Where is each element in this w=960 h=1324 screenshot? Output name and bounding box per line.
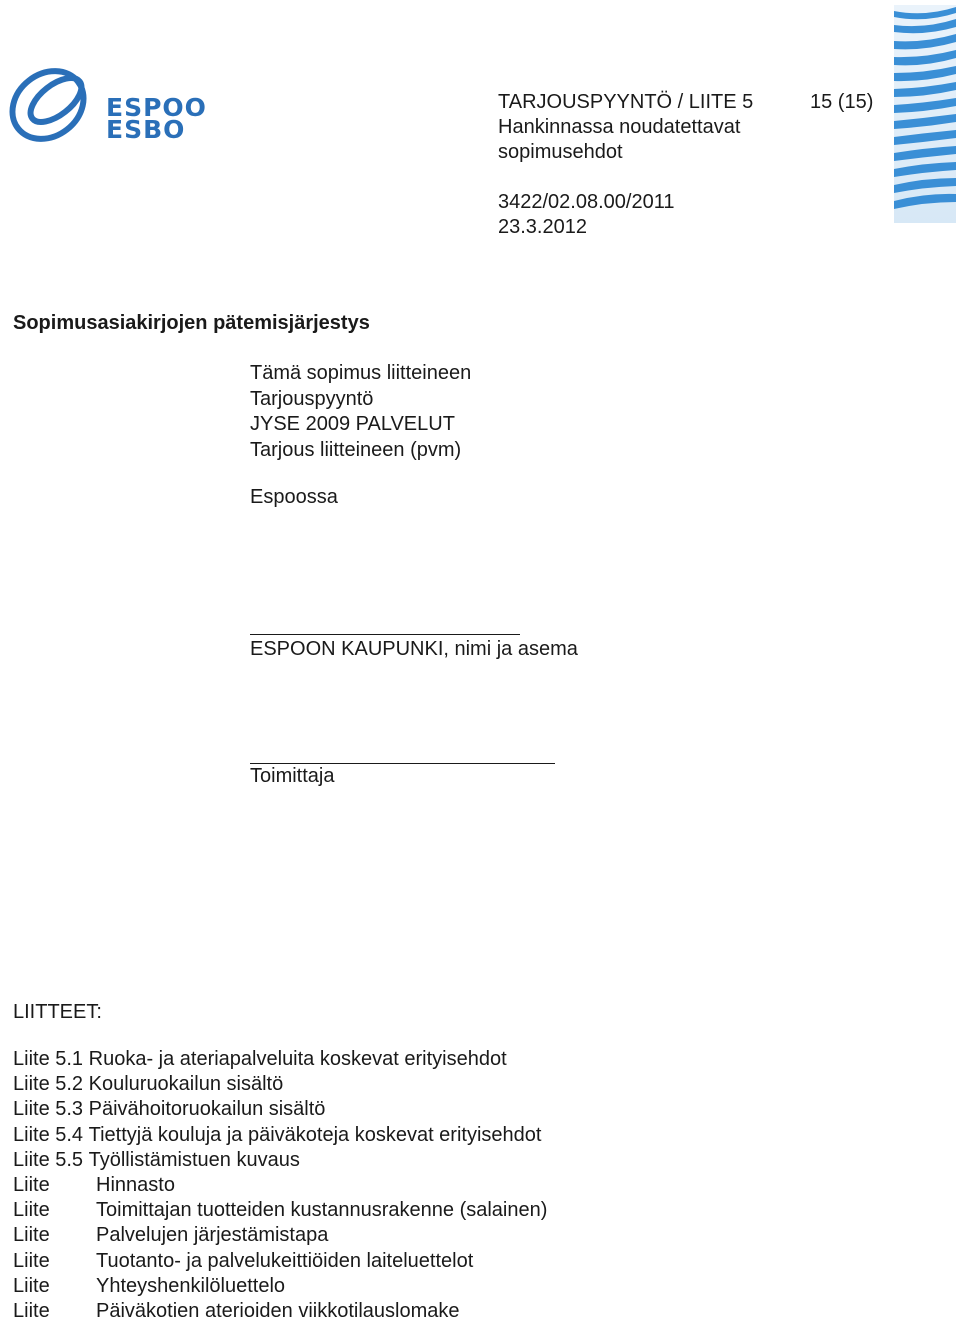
attachment-title: Päivähoitoruokailun sisältö (88, 1098, 326, 1121)
list-item (13, 1123, 547, 1148)
list-item: Tarjous liitteineen (pvm) (250, 438, 462, 461)
list-item (13, 1148, 547, 1173)
attachment-prefix: Liite (13, 1224, 50, 1247)
attachment-prefix: Liite 5.5 (13, 1148, 84, 1171)
attachment-prefix: Liite (13, 1174, 50, 1197)
document-title: TARJOUSPYYNTÖ / LIITE 5 (498, 91, 754, 113)
attachments-heading: LIITTEET: (13, 1001, 102, 1023)
attachment-title: Palvelujen järjestämistapa (96, 1224, 329, 1247)
attachment-title: Yhteyshenkilöluettelo (96, 1274, 286, 1297)
page-number: 15 (15) (810, 91, 874, 113)
espoo-logo-mark-icon (6, 58, 106, 158)
list-item (13, 1198, 547, 1223)
list-item: Tämä sopimus liitteineen (250, 362, 472, 384)
list-item (13, 1072, 547, 1097)
list-item (13, 1047, 547, 1072)
attachment-prefix: Liite 5.4 (13, 1123, 84, 1146)
list-item (13, 1223, 547, 1248)
attachment-title: Tuotanto- ja palvelukeittiöiden laiteluettelot (96, 1249, 474, 1272)
attachment-prefix: Liite 5.2 (13, 1073, 84, 1096)
attachments-list (13, 1047, 547, 1324)
signature-label-supplier: Toimittaja (250, 765, 335, 787)
section-heading: Sopimusasiakirjojen pätemisjärjestys (13, 312, 370, 334)
attachment-prefix: Liite (13, 1199, 50, 1222)
signature-line-supplier (250, 763, 555, 764)
attachment-prefix: Liite (13, 1300, 50, 1323)
attachment-prefix: Liite 5.3 (13, 1098, 84, 1121)
attachment-title: Työllistämistuen kuvaus (88, 1148, 300, 1171)
signature-line-city (250, 634, 520, 635)
list-item (13, 1173, 547, 1198)
attachment-title: Päiväkotien aterioiden viikkotilauslomake (96, 1300, 460, 1323)
decorative-stripes-icon (894, 5, 956, 223)
signing-place: Espoossa (250, 486, 338, 508)
attachment-title: Kouluruokailun sisältö (88, 1073, 284, 1096)
list-item: JYSE 2009 PALVELUT (250, 413, 455, 435)
attachment-title: Tiettyjä kouluja ja päiväkoteja koskevat erityisehdot (88, 1123, 542, 1146)
list-item (13, 1299, 547, 1324)
list-item (13, 1274, 547, 1299)
logo-text-esbo: ESBO (106, 115, 186, 144)
attachment-title: Hinnasto (96, 1174, 175, 1197)
attachment-prefix: Liite 5.1 (13, 1048, 84, 1070)
signature-label-city: ESPOON KAUPUNKI, nimi ja asema (250, 638, 578, 660)
attachment-title: Ruoka- ja ateriapalveluita koskevat erityisehdot (88, 1048, 507, 1070)
document-date: 23.3.2012 (498, 216, 587, 238)
attachment-prefix: Liite (13, 1274, 50, 1297)
document-subtitle-line1: Hankinnassa noudatettavat (498, 116, 741, 138)
list-item (13, 1249, 547, 1274)
reference-number: 3422/02.08.00/2011 (498, 191, 675, 213)
logo-text-espoo: ESPOO (106, 93, 207, 122)
list-item (13, 1097, 547, 1122)
document-subtitle-line2: sopimusehdot (498, 141, 623, 163)
attachment-prefix: Liite (13, 1249, 50, 1272)
list-item: Tarjouspyyntö (250, 387, 374, 410)
document-priority-list (250, 361, 471, 463)
attachment-title: Toimittajan tuotteiden kustannusrakenne (salainen) (96, 1199, 548, 1222)
espoo-logo (6, 58, 207, 158)
